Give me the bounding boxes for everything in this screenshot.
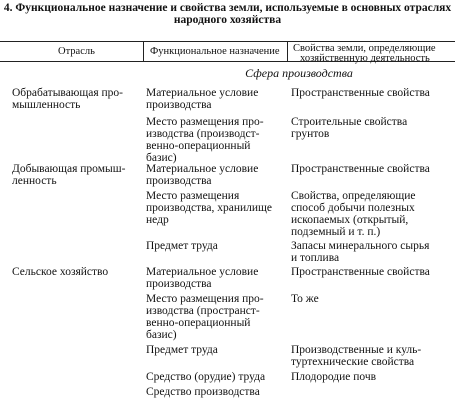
function-cell: производства [146,99,212,111]
function-cell: Место размещения про- [146,116,264,128]
function-cell: Материальное условие [146,163,259,175]
branch-label: ленность [12,175,57,187]
table-title-line2: народного хозяйства [173,14,282,26]
branch-label: Добывающая промыш- [12,163,126,175]
function-cell: Материальное условие [146,266,259,278]
branch-label: Сельское хозяйство [12,266,109,278]
property-cell: туртехнические свойства [291,356,415,368]
property-cell: Пространственные свойства [291,266,430,278]
header-divider-1 [143,42,144,61]
branch-label: мышленность [12,99,81,111]
function-cell: Средство (орудие) труда [146,371,266,383]
function-cell: недр [146,214,169,226]
function-cell: Средство производства [146,386,260,398]
property-cell: грунтов [291,128,330,140]
branch-label: Обрабатывающая про- [12,87,124,99]
table-title-line1: 4. Функциональное назначение и свойства земли, используемые в основных отраслях [3,2,452,14]
header-top-rule [0,41,455,42]
property-cell: подземный и т. п.) [291,226,381,238]
property-cell: Пространственные свойства [291,87,430,99]
function-cell: изводства (пространст- [146,305,260,317]
header-col-properties-line1: Свойства земли, определяющие [293,43,436,54]
section-title: Сфера производства [245,66,353,80]
function-cell: венно-операционный [146,317,251,329]
property-cell: способ добычи полезных [291,202,415,214]
function-cell: базис) [146,152,177,164]
function-cell: Предмет труда [146,240,218,252]
header-col-function: Функциональное назначение [150,46,280,57]
function-cell: Материальное условие [146,87,259,99]
property-cell: Строительные свойства [291,116,408,128]
function-cell: венно-операционный [146,140,251,152]
header-col-properties-line2: хозяйственную деятельность [300,53,430,64]
property-cell: Свойства, определяющие [291,190,416,202]
property-cell: Запасы минерального сырья [291,240,430,252]
function-cell: производства, хранилище [146,202,273,214]
function-cell: изводства (производст- [146,128,260,140]
header-divider-2 [287,42,288,61]
property-cell: Плодородие почв [291,371,377,383]
function-cell: Место размещения про- [146,293,264,305]
property-cell: То же [291,293,319,305]
property-cell: Производственные и куль- [291,344,422,356]
function-cell: Место размещения [146,190,240,202]
function-cell: производства [146,278,212,290]
header-col-branch: Отрасль [58,46,95,57]
property-cell: ископаемых (открытый, [291,214,409,226]
function-cell: производства [146,175,212,187]
function-cell: базис) [146,329,177,341]
property-cell: Пространственные свойства [291,163,430,175]
property-cell: и топлива [291,252,340,264]
function-cell: Предмет труда [146,344,218,356]
